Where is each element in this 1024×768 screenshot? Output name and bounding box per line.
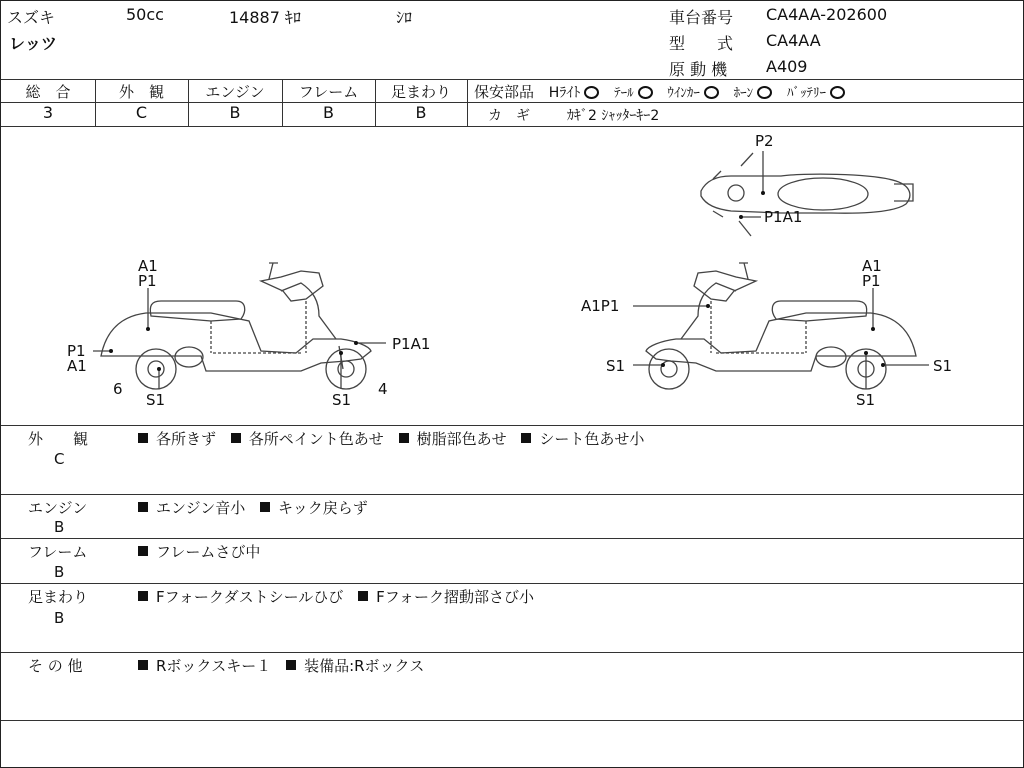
grade-suspension-value: B: [415, 103, 427, 122]
top-view-body: [701, 174, 910, 213]
left-rear-p1-label: P1: [67, 342, 86, 360]
note-frame-items: フレームさび中: [138, 541, 260, 562]
bullet-icon: [358, 591, 368, 601]
bullet-icon: [260, 502, 270, 512]
left-front-p1a1-label: P1A1: [392, 335, 431, 353]
left-four-label: 4: [378, 380, 388, 398]
right-front-s1-label: S1: [606, 357, 626, 375]
note-exterior-category: 外 観: [28, 430, 89, 448]
maker: スズキ: [7, 8, 56, 27]
left-seat: [150, 301, 244, 321]
note-engine-items: エンジン音小 キック戻らず: [138, 497, 368, 518]
right-a1-label: A1: [862, 257, 882, 275]
left-rear-a1-label: A1: [67, 357, 87, 375]
bullet-icon: [521, 433, 531, 443]
note-other-items: Rボックスキー１ 装備品:Rボックス: [138, 655, 424, 676]
key-label: カ ギ: [488, 108, 530, 124]
note-suspension-category: 足まわり: [28, 588, 89, 606]
right-p1-label: P1: [862, 272, 881, 290]
left-mirror: [269, 263, 278, 279]
left-front-s1-label: S1: [332, 391, 352, 409]
color: ｼﾛ: [396, 8, 413, 27]
type-label: 型 式: [669, 34, 734, 53]
model-name: レッツ: [9, 34, 57, 53]
right-front-shield: [681, 283, 736, 339]
grade-engine-value: B: [229, 103, 241, 122]
left-body-outline: [101, 313, 371, 371]
safety-label: 保安部品: [474, 83, 535, 101]
note-frame-grade: B: [54, 563, 65, 581]
bullet-icon: [138, 433, 148, 443]
safety-winker-label: ｳｲﾝｶｰ: [667, 86, 700, 101]
safety-battery-label: ﾊﾞｯﾃﾘｰ: [786, 86, 826, 101]
engine-value: A409: [766, 57, 808, 76]
bullet-icon: [138, 502, 148, 512]
grade-suspension-label: 足まわり: [390, 83, 451, 101]
frame-no: CA4AA-202600: [766, 5, 888, 24]
bullet-icon: [138, 591, 148, 601]
displacement: 50cc: [126, 5, 164, 24]
left-a1-label: A1: [138, 257, 158, 275]
mileage: 14887 ｷﾛ: [229, 8, 301, 27]
bullet-icon: [231, 433, 241, 443]
bullet-icon: [399, 433, 409, 443]
safety-headlight-label: Hﾗｲﾄ: [548, 85, 581, 101]
grade-frame-value: B: [323, 103, 334, 122]
frame-no-label: 車台番号: [669, 8, 734, 27]
grade-overall-value: 3: [42, 103, 54, 122]
right-a1p1-label: A1P1: [581, 297, 620, 315]
bullet-icon: [286, 660, 296, 670]
right-body-outline: [646, 313, 916, 371]
engine-label: 原 動 機: [669, 60, 728, 79]
right-bottom-s1-label: S1: [856, 391, 876, 409]
right-mirror: [739, 263, 748, 279]
top-p2-label: P2: [755, 132, 774, 150]
note-engine-category: エンジン: [28, 499, 88, 517]
note-exterior-grade: C: [54, 450, 65, 468]
safety-tail-label: ﾃｰﾙ: [614, 86, 634, 101]
grade-overall-label: 総 合: [25, 83, 71, 101]
bullet-icon: [138, 546, 148, 556]
left-six-label: 6: [113, 380, 123, 398]
right-seat: [772, 301, 866, 321]
top-p1a1-label: P1A1: [764, 208, 803, 226]
left-p1-label: P1: [138, 272, 157, 290]
note-exterior-items: 各所きず 各所ペイント色あせ 樹脂部色あせ シート色あせ小: [138, 428, 644, 449]
grade-frame-label: フレーム: [298, 83, 359, 101]
note-engine-grade: B: [54, 518, 65, 536]
note-frame-category: フレーム: [28, 543, 88, 561]
grade-exterior-value: C: [135, 103, 148, 122]
bullet-icon: [138, 660, 148, 670]
note-suspension-grade: B: [54, 609, 65, 627]
left-front-shield: [281, 283, 336, 339]
right-rear-s1-label: S1: [933, 357, 953, 375]
note-suspension-items: Fフォークダストシールひび Fフォーク摺動部さび小: [138, 586, 534, 607]
safety-horn-label: ﾎｰﾝ: [733, 86, 754, 101]
type-value: CA4AA: [766, 31, 821, 50]
note-other-category: そ の 他: [28, 657, 83, 675]
grade-engine-label: エンジン: [205, 83, 265, 101]
left-rear-s1-label: S1: [146, 391, 166, 409]
key-value: ｶｷﾞ2 ｼｬｯﾀｰｷｰ2: [567, 108, 660, 124]
grade-exterior-label: 外 観: [118, 83, 164, 101]
